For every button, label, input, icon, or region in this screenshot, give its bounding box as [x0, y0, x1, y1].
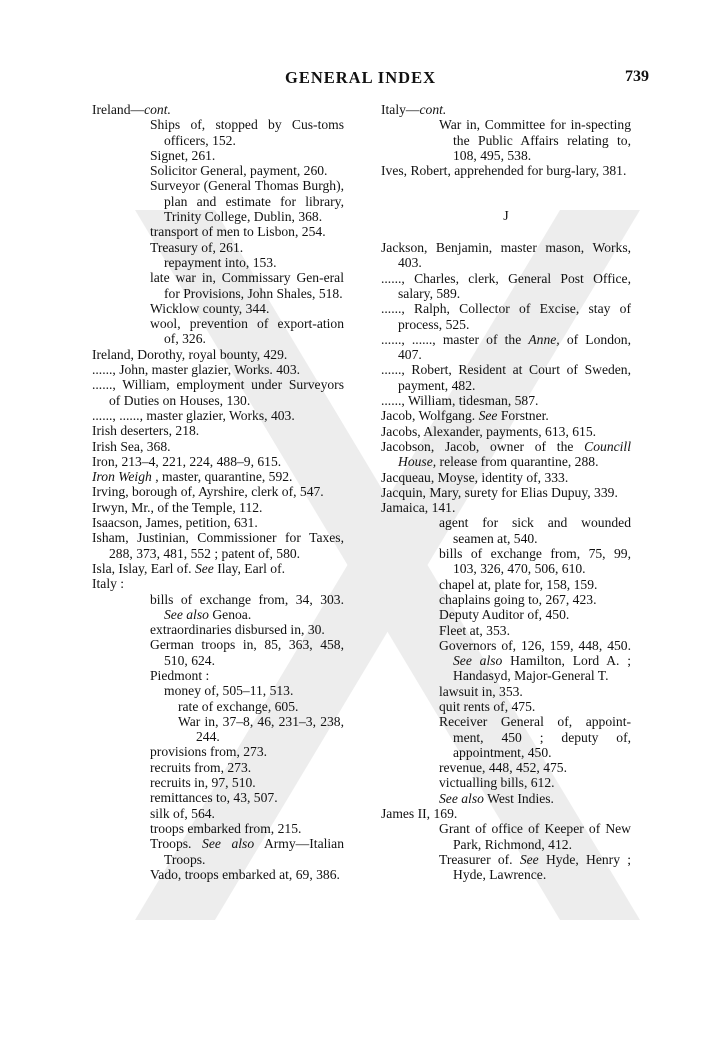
- index-entry-text: West Indies.: [487, 790, 554, 806]
- index-entry-text: Genoa.: [212, 606, 252, 622]
- index-entry: [150, 622, 344, 638]
- index-entry-text: revenue, 448, 452, 475.: [439, 760, 567, 776]
- index-entry: [150, 270, 344, 301]
- index-entry: [381, 240, 632, 271]
- index-entry-text: quit rents of, 475.: [439, 698, 536, 714]
- index-entry-text: 254.: [301, 224, 326, 240]
- index-entry-text: Wicklow county, 344.: [150, 300, 270, 316]
- index-entry: [92, 469, 344, 485]
- index-entry: [381, 393, 631, 409]
- index-entry-text: Ireland, Dorothy, royal bounty, 429.: [92, 346, 288, 362]
- index-entry: [92, 530, 345, 561]
- index-entry-text: ......, Charles, clerk, General Post: [381, 270, 584, 286]
- index-entry-text: ......, William, employment under: [92, 377, 283, 393]
- index-entry: [439, 591, 631, 607]
- index-entry: [381, 102, 631, 117]
- index-entry: [92, 453, 344, 469]
- index-entry: [381, 806, 631, 822]
- index-entry-text: Governors of, 126, 159, 448,: [439, 637, 603, 653]
- index-entry: [381, 423, 631, 439]
- index-entry-text: Jacobs, Alexander, payments, 613,: [381, 423, 569, 439]
- index-entry-text: See also: [453, 653, 503, 669]
- index-entry-text: Italy :: [92, 576, 125, 592]
- index-entry: [150, 300, 344, 316]
- index-entry-text: Surveyors of Duties on Houses,: [109, 377, 344, 408]
- index-entry-text: Solicitor General, payment,: [150, 163, 301, 179]
- index-entry: [150, 591, 344, 623]
- index-entry-text: 159.: [573, 576, 598, 592]
- index-entry-text: See also: [439, 790, 484, 806]
- index-entry-text: See also: [164, 606, 209, 622]
- index-entry: [381, 270, 631, 302]
- index-entry-text: Iron, 213–4, 221, 224, 488–9, 615.: [92, 453, 282, 469]
- index-entry-text: Isaacson, James, petition, 631.: [92, 515, 258, 531]
- index-entry: [150, 820, 344, 836]
- index-entry-text: , master, quarantine, 592.: [155, 469, 293, 485]
- index-entry-text: Army—: [263, 836, 310, 852]
- index-entry-text: Taxes, 288, 373, 481, 552 ;: [109, 530, 345, 561]
- index-entry-text: ment, 450 ; deputy of,: [453, 729, 631, 745]
- page-header: [0, 68, 721, 92]
- index-entry-text: Jacquin, Mary, surety for Elias: [381, 484, 548, 500]
- index-entry: [150, 178, 344, 225]
- index-entry: [439, 117, 631, 163]
- index-entry-text: lary, 381.: [575, 163, 627, 179]
- index-entry-text: Troops.: [150, 836, 192, 852]
- index-entry: [150, 239, 344, 255]
- index-entry-text: lawsuit in, 353.: [439, 683, 523, 699]
- index-entry: [92, 407, 344, 423]
- index-entry-text: bills of exchange from, 34,: [150, 591, 313, 607]
- index-entry: [92, 515, 344, 531]
- index-entry-text: late war in, Commissary Gen-: [150, 270, 324, 286]
- page-number: 739: [625, 68, 649, 85]
- index-entry-text: Irving, borough of, Ayrshire, clerk: [92, 484, 279, 500]
- index-entry-text: Piedmont :: [150, 667, 210, 683]
- index-entry-text: 403.: [270, 407, 295, 423]
- index-entry-text: 403.: [276, 362, 301, 378]
- index-entry-text: Burgh), plan and estimate: [164, 178, 344, 209]
- section-letter: J: [503, 208, 509, 224]
- page-title: GENERAL INDEX: [285, 68, 436, 87]
- index-entry-text: War in, Committee for in-: [439, 117, 586, 133]
- index-entry-text: Irish deserters, 218.: [92, 423, 200, 439]
- index-entry: [150, 224, 344, 240]
- index-entry: [381, 469, 631, 485]
- index-entry-text: House,: [398, 454, 437, 470]
- index-entry-text: 423.: [572, 591, 597, 607]
- index-entry-text: of London, 407.: [398, 331, 631, 363]
- index-entry-text: Italy—: [381, 102, 420, 117]
- index-entry-text: Deputy Auditor of, 450.: [439, 607, 570, 623]
- index-entry: [439, 760, 631, 776]
- index-entry-text: Surveyor (General Thomas: [150, 178, 299, 194]
- index-entry-text: Sweden, payment, 482.: [398, 362, 631, 393]
- index-entry: [150, 866, 344, 882]
- index-entry-text: Italian Troops.: [164, 836, 344, 867]
- index-entry: [439, 576, 631, 592]
- index-entry: [439, 851, 632, 883]
- index-entry: [92, 377, 344, 408]
- index-entry-text: toms officers, 152.: [164, 117, 344, 148]
- index-entry: [92, 484, 344, 500]
- index-entry-text: Receiver General of, appoint-: [439, 714, 631, 730]
- index-entry: [92, 560, 344, 576]
- index-entry: [439, 515, 631, 546]
- index-entry: [178, 698, 344, 714]
- index-entry-text: 303.: [320, 591, 344, 607]
- index-entry-text: 610.: [561, 561, 586, 577]
- index-entry-text: War in, 37–8, 46, 231–3,: [178, 713, 316, 729]
- index-entry-text: appointment, 450.: [453, 744, 552, 760]
- index-entry: [150, 667, 344, 683]
- index-entry-text: patent of, 580.: [221, 545, 301, 561]
- index-entry: [150, 147, 344, 163]
- index-entry-text: recruits in, 97, 510.: [150, 775, 256, 791]
- index-entry: [92, 102, 344, 117]
- index-entry-text: of, 547.: [281, 484, 324, 500]
- index-column-right-main: [381, 240, 631, 882]
- index-entry-text: specting the Public Affairs: [453, 117, 631, 148]
- index-entry-text: Isla, Islay, Earl of.: [92, 560, 192, 576]
- index-entry-text: Hamilton,: [510, 653, 565, 669]
- index-entry: [92, 346, 344, 362]
- index-entry-text: 450.: [607, 637, 631, 653]
- index-entry: [178, 713, 344, 745]
- index-entry-text: 615.: [572, 423, 597, 439]
- index-entry: [439, 607, 631, 623]
- index-entry-text: Irwyn, Mr., of the Temple, 112.: [92, 499, 263, 515]
- index-entry-text: relating to, 108, 495, 538.: [453, 132, 631, 163]
- index-entry: [439, 637, 631, 684]
- index-entry-text: 69, 386.: [295, 866, 340, 882]
- index-entry-text: ......, John, master glazier, Works.: [92, 362, 273, 378]
- index-entry-text: eral for Provisions, John: [164, 270, 344, 301]
- index-entry-text: chaplains going to, 267,: [439, 591, 570, 607]
- index-entry-text: of New Park, Richmond,: [453, 821, 631, 852]
- index-entry-text: 412.: [548, 836, 572, 852]
- index-entry-text: Ilay, Earl of.: [217, 560, 286, 576]
- index-entry-text: remittances to, 43, 507.: [150, 790, 278, 806]
- index-entry: [150, 744, 344, 760]
- index-entry-text: James II, 169.: [381, 806, 458, 822]
- index-entry: [381, 331, 631, 363]
- index-entry-text: bills of exchange from, 75,: [439, 546, 606, 562]
- index-entry-text: ation of, 326.: [164, 316, 344, 347]
- index-entry-text: ......, ......, master of the: [381, 331, 522, 347]
- index-entry-text: for library, Trinity College,: [164, 193, 344, 225]
- index-entry-text: 288.: [574, 454, 599, 470]
- index-entry-text: Vado, troops embarked at,: [150, 866, 293, 882]
- index-entry: [92, 438, 344, 454]
- index-entry: [150, 117, 344, 148]
- index-entry-text: See also: [202, 836, 255, 852]
- index-entry: [150, 836, 344, 867]
- index-entry: [439, 622, 631, 638]
- index-entry: [150, 316, 344, 347]
- index-entry-text: 30.: [307, 622, 325, 638]
- index-entry-text: Jackson, Benjamin, master mason,: [381, 240, 585, 256]
- index-column-right-top: [381, 102, 631, 178]
- index-entry: [439, 790, 631, 806]
- index-entry: [150, 790, 344, 806]
- index-entry-text: Forstner.: [500, 408, 549, 424]
- index-entry-text: ......, Ralph, Collector of Excise,: [381, 301, 580, 317]
- index-entry-text: troops embarked from, 215.: [150, 820, 302, 836]
- index-entry: [381, 484, 631, 500]
- index-entry: [164, 683, 344, 699]
- index-entry-text: release from quarantine,: [439, 454, 572, 470]
- index-entry: [439, 821, 631, 852]
- index-entry-text: rate of exchange, 605.: [178, 698, 299, 714]
- index-entry-text: See: [478, 408, 498, 424]
- index-entry: [439, 698, 631, 714]
- index-entry-text: Ives, Robert, apprehended for burg-: [381, 163, 576, 179]
- index-entry-text: provisions from, 273.: [150, 744, 268, 760]
- index-column-left: [92, 102, 344, 882]
- index-entry-text: cont.: [144, 102, 171, 117]
- index-entry-text: agent for sick and wounded: [439, 515, 631, 531]
- index-entry-text: Dublin, 368.: [253, 209, 323, 225]
- index-entry-text: money of, 505–11, 513.: [164, 683, 294, 699]
- index-entry: [92, 576, 344, 592]
- index-entry-text: Ireland—: [92, 102, 145, 117]
- index-entry-text: Irish Sea, 368.: [92, 438, 171, 454]
- index-entry-text: German troops in, 85, 363,: [150, 637, 313, 653]
- index-entry-text: 130.: [226, 392, 251, 408]
- index-entry: [150, 775, 344, 791]
- index-entry-text: wool, prevention of export-: [150, 316, 317, 332]
- index-entry-text: Shales, 518.: [276, 285, 343, 301]
- index-column-right: [381, 102, 631, 883]
- index-entry: [150, 759, 344, 775]
- index-entry: [92, 423, 344, 439]
- index-entry-text: See: [194, 560, 214, 576]
- index-entry-text: ......, William, tidesman, 587.: [381, 393, 539, 409]
- index-entry-text: Lord A. ; Handasyd, Major-: [453, 653, 631, 684]
- index-entry-text: Councill: [584, 438, 631, 454]
- index-entry: [439, 683, 631, 699]
- index-entry-text: 99, 103, 326, 470, 506,: [453, 546, 631, 577]
- index-entry-text: Isham, Justinian, Commissioner for: [92, 530, 301, 546]
- index-entry: [381, 408, 631, 424]
- index-entry-text: Grant of office of Keeper: [439, 821, 584, 837]
- index-entry-text: Treasurer of.: [439, 851, 513, 867]
- index-entry-text: 458, 510, 624.: [164, 637, 344, 668]
- index-entry-text: Office, salary, 589.: [398, 270, 631, 301]
- index-entry-text: Henry ; Hyde, Lawrence.: [453, 851, 632, 883]
- index-entry: [439, 546, 631, 577]
- index-entry-text: Signet, 261.: [150, 147, 216, 163]
- index-entry: [381, 500, 631, 516]
- index-entry-text: Works, 403.: [398, 240, 632, 271]
- index-entry: [381, 438, 631, 470]
- index-entry-text: Fleet at, 353.: [439, 622, 510, 638]
- index-entry-text: ......, Robert, Resident at Court of: [381, 362, 578, 378]
- index-entry: [150, 163, 344, 179]
- index-entry-text: Dupuy, 339.: [551, 484, 618, 500]
- index-entry-text: Jamaica, 141.: [381, 500, 456, 516]
- index-entry-text: cont.: [419, 102, 447, 117]
- index-entry-text: recruits from, 273.: [150, 759, 252, 775]
- index-entry-text: transport of men to Lisbon,: [150, 224, 299, 240]
- index-entry-text: Hyde,: [545, 851, 579, 867]
- index-entry: [92, 362, 344, 378]
- index-entry-text: Jacobson, Jacob, owner of the: [381, 438, 574, 454]
- index-entry: [164, 254, 344, 270]
- index-entry-text: seamen at, 540.: [453, 530, 538, 546]
- index-entry-text: 238, 244.: [196, 713, 344, 745]
- index-entry-text: victualling bills, 612.: [439, 775, 555, 791]
- index-entry-text: chapel at, plate for, 158,: [439, 576, 571, 592]
- index-entry-text: 260.: [303, 163, 328, 179]
- index-entry-text: Anne,: [528, 331, 560, 347]
- index-entry-text: repayment into, 153.: [164, 254, 277, 270]
- index-entry: [381, 362, 631, 393]
- index-entry-text: Jacqueau, Moyse, identity of, 333.: [381, 469, 569, 485]
- index-entry-text: See: [519, 851, 539, 867]
- index-entry-text: silk of, 564.: [150, 805, 215, 821]
- index-entry-text: extraordinaries disbursed in,: [150, 622, 305, 638]
- index-entry: [150, 637, 344, 668]
- index-entry: [381, 301, 631, 332]
- index-entry: [381, 163, 631, 179]
- index-entry: [439, 775, 631, 791]
- index-entry-text: General T.: [551, 668, 609, 684]
- index-entry: [92, 499, 344, 515]
- index-entry-text: Jacob, Wolfgang.: [381, 408, 476, 424]
- index-entry-text: Iron Weigh: [92, 469, 152, 485]
- index-entry-text: Treasury of, 261.: [150, 239, 244, 255]
- index-entry: [150, 805, 344, 821]
- index-entry-text: ......, ......, master glazier, Works,: [92, 407, 268, 423]
- index-entry-text: Ships of, stopped by Cus-: [150, 117, 318, 133]
- index-entry-text: stay of process, 525.: [398, 301, 631, 332]
- index-entry: [439, 714, 631, 760]
